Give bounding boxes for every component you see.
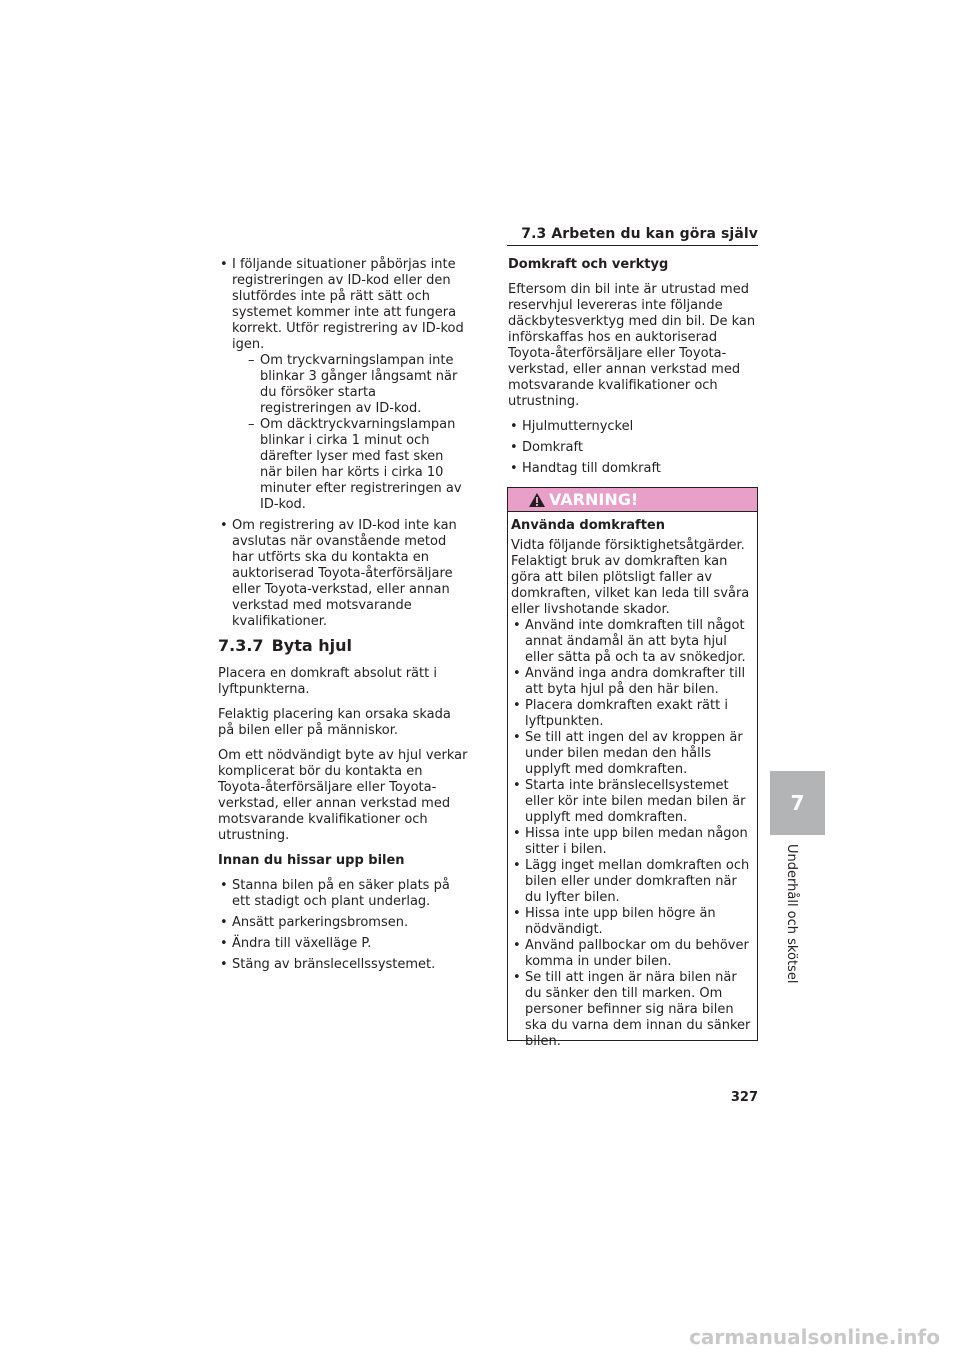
right-column — [508, 257, 758, 482]
page-number: 327 — [730, 1090, 758, 1105]
subheading: Domkraft och verktyg — [508, 257, 669, 272]
paragraph: Om ett nödvändigt byte av hjul verkar komplicerat bör du kontakta en Toyota-återförsäljare eller Toyota-verkstad, eller annan verkstad med motsvarande kvalifikationer och utrustning. — [218, 748, 468, 843]
paragraph: Placera en domkraft absolut rätt i lyftpunkterna. — [218, 666, 437, 697]
dash-item: – Om tryckvarningslampan inte blinkar 3 gånger långsamt när du försöker starta registreringen av ID-kod. — [232, 353, 468, 417]
warning-item: • Använd pallbockar om du behöver komma in under bilen. — [511, 938, 754, 970]
header-rule — [507, 245, 758, 246]
warning-body — [508, 512, 757, 1050]
warning-title: Använda domkraften — [511, 518, 665, 533]
section-heading — [218, 636, 468, 656]
watermark: carmanualsonline.info — [689, 1325, 940, 1349]
warning-item: • Lägg inget mellan domkraften och bilen eller under domkraften när du lyfter bilen. — [511, 858, 754, 906]
warning-item: • Placera domkraften exakt rätt i lyftpunkten. — [511, 698, 754, 730]
chapter-tab — [770, 771, 825, 835]
list-item: • Ändra till växelläge P. — [218, 936, 468, 952]
warning-triangle-icon — [528, 492, 546, 508]
section-title: Byta hjul — [271, 636, 352, 655]
bullet-text: I följande situationer påbörjas inte registreringen av ID-kod eller den slutfördes inte på rätt sätt och systemet kommer inte att fungera korrekt. Utför registrering av ID-kod igen. — [232, 257, 464, 352]
dash-item: – Om däcktryckvarningslampan blinkar i cirka 1 minut och därefter lyser med fast sken när bilen har körts i cirka 10 minuter efter registreringen av ID-kod. — [232, 417, 468, 513]
subheading: Innan du hissar upp bilen — [218, 853, 405, 868]
list-item: • Hjulmutternyckel — [508, 419, 758, 435]
list-item: • Stäng av bränslecellssystemet. — [218, 957, 468, 973]
warning-item: • Se till att ingen del av kroppen är under bilen medan den hålls upplyft med domkraften. — [511, 730, 754, 778]
paragraph: Eftersom din bil inte är utrustad med reservhjul levereras inte följande däckbytesverktyg med din bil. De kan införskaffas hos en auktoriserad Toyota-återförsäljare eller Toyota-verkstad, eller annan verkstad med motsvarande kvalifikationer och utrustning. — [508, 282, 756, 409]
list-item — [218, 257, 468, 513]
warning-box — [507, 487, 758, 1049]
list-item: • Handtag till domkraft — [508, 461, 758, 477]
list-item: • Ansätt parkeringsbromsen. — [218, 915, 468, 931]
section-number: 7.3.7 — [218, 636, 264, 655]
warning-item: • Använd inte domkraften till något annat ändamål än att byta hjul eller sätta på och ta av snökedjor. — [511, 618, 754, 666]
left-column — [218, 257, 468, 978]
warning-item: • Hissa inte upp bilen högre än nödvändigt. — [511, 906, 754, 938]
warning-item: • Använd inga andra domkrafter till att byta hjul på den här bilen. — [511, 666, 754, 698]
warning-intro: Vidta följande försiktighetsåtgärder. Felaktigt bruk av domkraften kan göra att bilen plötsligt faller av domkraften, vilket kan leda till svåra eller livshotande skador. — [511, 538, 750, 617]
warning-label: VARNING! — [549, 490, 639, 509]
paragraph: Felaktig placering kan orsaka skada på bilen eller på människor. — [218, 707, 451, 738]
list-item: • Domkraft — [508, 440, 758, 456]
chapter-label: Underhåll och skötsel — [784, 844, 799, 984]
section-header: 7.3 Arbeten du kan göra själv — [521, 226, 758, 242]
warning-header — [508, 488, 757, 512]
warning-item: • Hissa inte upp bilen medan någon sitter i bilen. — [511, 826, 754, 858]
list-item: • Stanna bilen på en säker plats på ett stadigt och plant underlag. — [218, 878, 468, 910]
list-item: • Om registrering av ID-kod inte kan avslutas när ovanstående metod har utförts ska du kontakta en auktoriserad Toyota-återförsäljare eller Toyota-verkstad, eller annan verkstad med motsvarande kvalifikationer. — [218, 518, 468, 630]
warning-item: • Se till att ingen är nära bilen när du sänker den till marken. Om personer befinner sig nära bilen ska du varna dem innan du sänker bilen. — [511, 970, 754, 1050]
warning-item: • Starta inte bränslecellsystemet eller kör inte bilen medan bilen är upplyft med domkraften. — [511, 778, 754, 826]
chapter-number: 7 — [790, 791, 805, 815]
